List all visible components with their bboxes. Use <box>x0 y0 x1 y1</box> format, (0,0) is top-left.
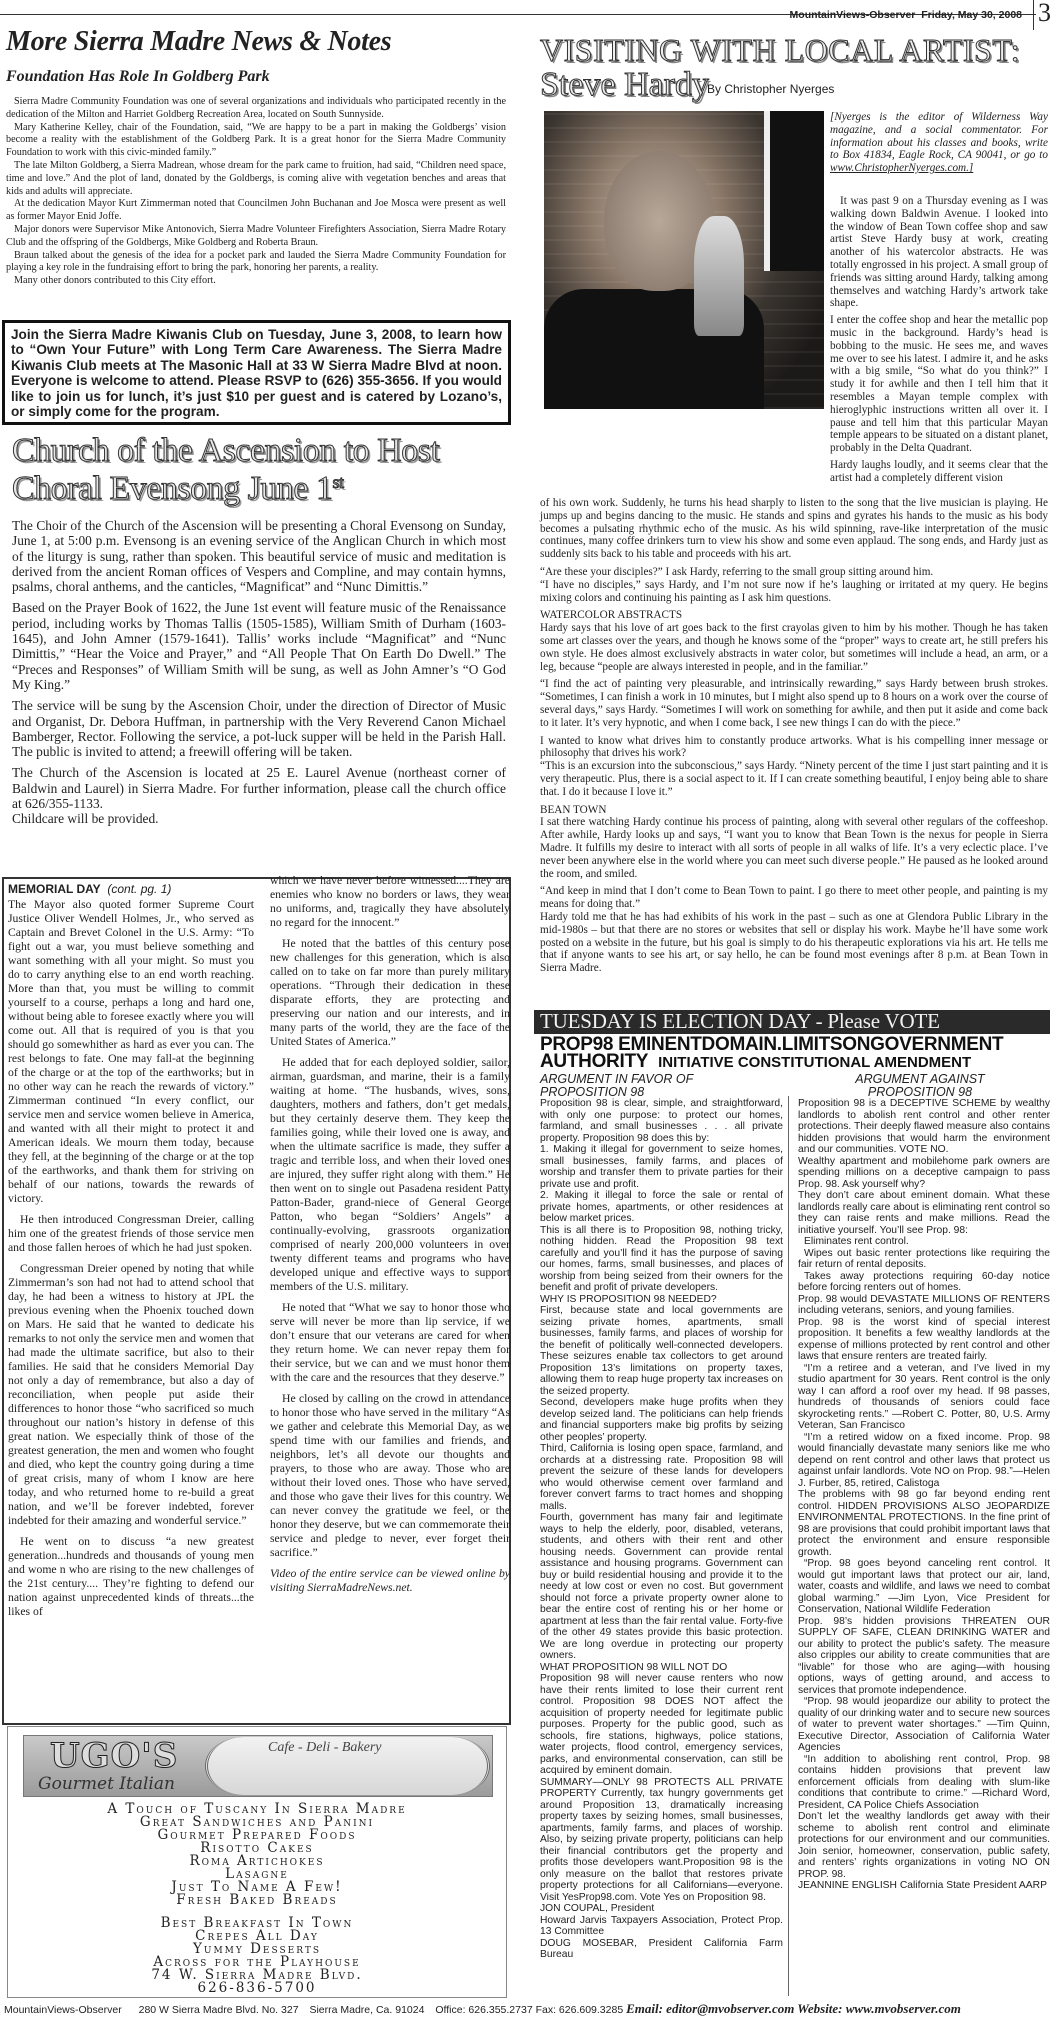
artist-subhead: WATERCOLOR ABSTRACTS <box>540 609 683 622</box>
artist-headline: VISITING WITH LOCAL ARTIST: <box>540 32 1021 68</box>
photo-sculpture <box>694 216 744 336</box>
footer-paper: MountainViews-Observer <box>4 2004 122 2016</box>
argument-against-quote: “I’m a retired widow on a fixed income. Prop. 98 would financially devastate many seniors like me who depend on rent control and other laws that protect us against unfair landlords. Vote NO on Prop. 98.”—Helen J. Furber, 85, retired, Calistoga <box>798 1431 1050 1489</box>
church-paragraph: Based on the Prayer Book of 1622, the June 1st event will feature music of the Renaissance period, including works by Thomas Tallis (1505-1585), William Smith of Durham (1603-1645), and John Amner (1579-1641). Tallis’ works include “Magnificat” and “Nunc Dimittis,” “Hear the Voice and Prayer,” and “All People That On Earth Do Dwell.” The “Preces and Responses” of William Smith will be sung, as well as John Amner’s “O God My King.” <box>12 600 506 692</box>
argument-for-paragraph: Second, developers make huge profits when they develop seized land. The politicians can help friends and financial supporters make big profits by seizing other peoples’ property. <box>540 1397 783 1443</box>
footer-website[interactable]: Website: www.mvobserver.com <box>797 2001 961 2016</box>
ad-line: Yummy Desserts <box>192 1941 322 1957</box>
artist-photo <box>544 111 824 409</box>
goldberg-paragraph: Sierra Madre Community Foundation was one of several organizations and individuals who participated recently in the dedication of the Milton and Harriet Goldberg Recreation Area, located on South Sunnyside. <box>6 96 506 120</box>
footer-city: Sierra Madre, Ca. 91024 <box>309 2004 425 2016</box>
argument-against-paragraph: Proposition 98 is a DECEPTIVE SCHEME by wealthy landlords to abolish rent control and other renter protections. Their deeply flawed measure also contains hidden provisions that would harm the environment and our communities. VOTE NO. <box>798 1098 1050 1155</box>
ad-line: Best Breakfast In Town <box>160 1915 354 1931</box>
church-headline-line2-text: Choral Evensong June 1 <box>12 470 333 507</box>
footer <box>4 2001 1054 2017</box>
argument-against-quote: “Prop. 98 would jeopardize our ability to protect the quality of our drinking water and to secure new sources of water to prevent water shortages.” —Tim Quinn, Executive Director, Association of California Water Agencies <box>798 1696 1050 1753</box>
argument-against-paragraph: Wealthy apartment and mobilehome park owners are spending millions on a deceptive campaign to pass Prop. 98. Ask yourself why? <box>798 1155 1050 1190</box>
memorial-video-note: Video of the entire service can be viewed online by visiting SierraMadreNews.net. <box>270 1567 510 1594</box>
memorial-paragraph: He noted that “What we say to honor those who serve will never be more than lip service, if we don’t ensure that our veterans are cared for when they return home. We can never repay them for their service, but we can and we must honor them with the care and the resources that they deserve.” <box>270 1301 510 1384</box>
church-paragraph: The service will be sung by the Ascension Choir, under the direction of Director of Music and Organist, Dr. Debora Huffman, in partnership with the Very Reverend Canon Michael Bamberger, Rector. Following the service, a pot-luck supper will be held in the Parish Hall. The public is invited to attend; a freewill offering will be taken. <box>12 698 506 760</box>
argument-column-divider <box>788 1096 789 1996</box>
artist-paragraph: I sat there watching Hardy continue his process of painting, along with several other regulars of the coffeeshop. After awhile, Hardy looks up and says, “I want you to know that Bean Town is the nexus for people in Sierra Madre. It fulfills my desire to interact with all sorts of people in all walks of life. It’s a very eclectic place. I’ve never been anywhere else in the world where you can meet such diverse people.” He paused as he looked around the room, and smiled. <box>540 816 1048 880</box>
artist-article-side <box>830 195 1048 489</box>
footer-email[interactable]: Email: editor@mvobserver.com <box>626 2001 795 2016</box>
author-website-link[interactable]: www.ChristopherNyerges.com.] <box>830 162 974 175</box>
memorial-column-1 <box>8 898 254 1626</box>
ad-line: 74 W. Sierra Madre Blvd. <box>151 1967 363 1983</box>
argument-for-paragraph: 2. Making it illegal to force the sale or rental of private homes, apartments, or other residences at below market prices. <box>540 1190 783 1224</box>
memorial-paragraph: The Mayor also quoted former Supreme Court Justice Oliver Wendell Holmes, Jr., who served as Captain and Brevet Colonel in the U.S. Army: “To fight out a war, you must believe something and want something with all your might. So must you do to carry anything else to an end worth reaching. More than that, you must be willing to commit yourself to a course, perhaps a long and hard one, without being able to foresee exactly where you will come out. All that is required of you is that you should go somewhither as hard as ever you can. The rest belongs to fate. One may fall-at the beginning of the charge or at the top of the earthworks; but in no other way can he reach the rewards of victory.” Zimmerman continued “In every conflict, our service men and service women believe in America, and wanted with all their might to protect it and American ideals. We mourn them today, because they fell, at the beginning of the charge or at the top of the earthworks, and thank them for striving on behalf of our nations, towards the rewards of victory. <box>8 898 254 1205</box>
ad-line: Just To Name A Few! <box>171 1879 343 1895</box>
argument-for-paragraph: Third, California is losing open space, farmland, and orchards at a distressing rate. Proposition 98 will prevent the seizure of these lands for developers who would otherwise cement over farmland and forever convert farms to tract homes and shopping malls. <box>540 1443 783 1512</box>
artist-paragraph: Hardy laughs loudly, and it seems clear that the artist had a completely different vision <box>830 458 1048 484</box>
byline: By Christopher Nyerges <box>707 82 835 96</box>
church-paragraph: The Church of the Ascension is located at 25 E. Laurel Avenue (northeast corner of Baldwin and Laurel) in Sierra Madre. For further information, please call the church office at 626/355-1133. <box>12 765 506 812</box>
artist-paragraph: of his own work. Suddenly, he turns his head sharply to listen to the song that the live musician is playing. He jumps up and begins dancing to the music. He stands and spins and gyrates his hands to the music as his body becomes a pulsating rhythmic echo of the music. As his wild spinning, rave-like interpretation of the music continues, many coffee drinkers turn to view his show and some even applaud. The song ends, and Hardy just as suddenly sits back to his table and proceeds with his art. <box>540 497 1048 561</box>
ad-line: Across for the Playhouse <box>153 1954 361 1970</box>
argument-against-column <box>798 1098 1050 1892</box>
memorial-paragraph: He went on to discuss “a new greatest generation...hundreds and thousands of young men and wome n who are rising to the new challenges of the 21st century.... They’re fighting to defend our nation against unprecedented kinds of threats...the likes of <box>8 1535 254 1618</box>
ad-line: A Touch of Tuscany In Sierra Madre <box>107 1801 407 1817</box>
argument-against-paragraph: Prop. 98 would DEVASTATE MILLIONS OF RENTERS including veterans, seniors, and young families. <box>798 1293 1050 1316</box>
memorial-day-heading <box>8 882 171 896</box>
argument-against-quote: “I’m a retiree and a veteran, and I’ve lived in my studio apartment for 30 years. Rent control is the only way I can afford a roof over my head. If 98 passes, hundreds of thousands of seniors could face skyrocketing rents.” —Robert C. Potter, 80, U.S. Army Veteran, San Francisco <box>798 1362 1050 1431</box>
argument-against-signatory: JEANNINE ENGLISH California State President AARP <box>798 1880 1047 1891</box>
memorial-day-title: MEMORIAL DAY <box>8 882 101 896</box>
memorial-paragraph: He closed by calling on the crowd in attendance to honor those who have served in the military “As we gather and celebrate this Memorial Day, as we spend time with our families and friends, and neighbors, let’s all devote our thoughts and prayers, to those who are away. Those who are without their loved ones. Those who have served, and those who gave their lives for this country. We can never convey the gratitude we feel, or the honor they deserve, but we can commemorate their service and pledge to never, ever forget their sacrifice.” <box>270 1392 510 1559</box>
goldberg-paragraph: Many other donors contributed to this City effort. <box>14 275 216 287</box>
goldberg-paragraph: At the dedication Mayor Kurt Zimmerman noted that Councilmen John Buchanan and Joe Mosca were present as well as former Mayor Enid Joffe. <box>6 198 506 223</box>
memorial-column-2 <box>270 874 510 1602</box>
argument-against-bullet: Wipes out basic renter protections like requiring the fair return of rental deposits. <box>798 1247 1050 1270</box>
goldberg-article <box>6 96 506 288</box>
masthead-paper: MountainViews-Observer <box>789 9 916 21</box>
artist-paragraph: “This is an excursion into the subconscious,” says Hardy. “Ninety percent of the time I just start painting and it is very therapeutic. Plus, there is a social aspect to it. If I can create something beautiful, I enjoy being able to share that. I do it because I love it.” <box>540 760 1048 798</box>
artist-paragraph: I enter the coffee shop and hear the metallic pop music in the background. Hardy’s head is bobbing to the music. He sees me, and waves me over to see his latest. I admire it, and he asks with a big smile, “So what do you think?” I study it for awhile and then I tell him that it resembles a Mayan temple complex with hieroglyphic instructions written all over it. I pause and tell him that this particular Mayan temple appears to be situated on a distant planet, probably in the Delta Quadrant. <box>830 314 1048 455</box>
artist-paragraph: Hardy says that his love of art goes back to the first crayolas given to him by his mother. Though he has taken some art classes over the years, and though he knows some of the “proper” ways to create art, he still prefers his own style. He does almost exclusively abstracts in water color, but sometimes will include a head, an arm, or a leg, because “people are always interested in people, and in the familiar.” <box>540 622 1048 673</box>
artist-subhead: BEAN TOWN <box>540 803 607 816</box>
argument-against-heading-line2: PROPOSITION 98 <box>867 1085 973 1099</box>
prop98-subtitle: INITIATIVE CONSTITUTIONAL AMENDMENT <box>658 1054 972 1071</box>
artist-paragraph: “Are these your disciples?” I ask Hardy, referring to the small group sitting around him. <box>540 565 934 578</box>
argument-against-paragraph: Prop. 98’s hidden provisions THREATEN OUR SUPPLY OF SAFE, CLEAN DRINKING WATER and our ability to protect the public’s safety. The measure also cripples our ability to create communities that are “livable” for those who are aging—with housing options, ways of getting around, and access to services that promote independence. <box>798 1615 1050 1696</box>
ad-line: Risotto Cakes <box>200 1840 314 1856</box>
church-headline-sup: st <box>332 472 344 492</box>
ad-phone: 626-836-5700 <box>197 1980 317 1996</box>
kiwanis-announcement-box <box>2 320 511 425</box>
church-paragraph: The Choir of the Church of the Ascension will be presenting a Choral Evensong on Sunday, June 1, at 5:00 p.m. Evensong is an evening service of the Anglican Church in which most of the liturgy is sung, rather than spoken. This beautiful service of music and meditation is derived from the ancient Roman offices of Vespers and Compline, and may contain hymns, psalms, choral anthems, and the canticles, “Magnificat” and “Nunc Dimittis.” <box>12 518 506 595</box>
church-headline <box>12 432 512 508</box>
argument-against-paragraph: The problems with 98 go far beyond ending rent control. HIDDEN PROVISIONS ALSO JEOPARDIZE ENVIRONMENTAL PROTECTIONS. In the fine print of 98 are provisions that could prohibit important laws that protect the environment and ensure responsible growth. <box>798 1489 1050 1558</box>
artist-paragraph: It was past 9 on a Thursday evening as I was walking down Baldwin Avenue. I looked into the window of Bean Town coffee shop and saw artist Steve Hardy busy at work, creating another of his watercolor abstracts. He was totally engrossed in his project. A small group of friends was sitting around Hardy, talking among themselves and watching Hardy’s artwork take shape. <box>830 195 1048 310</box>
argument-for-signatory: JON COUPAL, President <box>540 1903 655 1914</box>
argument-against-bullet: Eliminates rent control. <box>804 1236 909 1247</box>
argument-against-heading-line1: ARGUMENT AGAINST <box>855 1072 985 1086</box>
argument-for-paragraph: Proposition 98 is clear, simple, and straightforward, with only one purpose: to protect our homes, farmland, and small businesses . . . all private property. Proposition 98 does this by: <box>540 1098 783 1144</box>
goldberg-paragraph: Mary Katherine Kelley, chair of the Foundation, said, “We are happy to be a part in making the Goldbergs’ vision become a reality with the establishment of the Goldberg Park. It is a great honor for the Sierra Madre Community Foundation to work with this civic-minded family.” <box>6 121 506 159</box>
argument-for-subhead: WHY IS PROPOSITION 98 NEEDED? <box>540 1293 717 1305</box>
footer-fax: Fax: 626.609.3285 <box>535 2004 624 2016</box>
argument-for-paragraph: Proposition 98 will never cause renters who now have their rents limited to lose their current rent control. Proposition 98 DOES NOT affect the acquisition of property needed for legitimate public purposes. Property for the public good, such as schools, fire stations, highways, police stations, water projects, flood control, emergency services, parks, and environmental conservation, can still be acquired by eminent domain. <box>540 1673 783 1776</box>
church-article <box>12 518 506 833</box>
argument-for-paragraph: 1. Making it illegal for government to seize homes, small businesses, family farms, and places of worship and transfer them to private parties for their private use and profit. <box>540 1144 783 1190</box>
argument-against-heading <box>840 1073 1000 1099</box>
memorial-day-continued-note: (cont. pg. 1) <box>107 882 172 896</box>
argument-against-paragraph: Prop. 98 is the worst kind of special interest proposition. It benefits a few wealthy landlords at the expense of millions protected by rent control and other laws that ensure renters are treated fairly. <box>798 1316 1050 1362</box>
argument-for-heading <box>540 1073 693 1099</box>
artist-paragraph: “I have no disciples,” says Hardy, and I’m not sure now if he’s laughing or irritated at my query. He begins mixing colors and continuing his painting as I ask him questions. <box>540 578 1048 604</box>
page-number: 3 <box>1038 0 1051 27</box>
ad-tagline: Cafe - Deli - Bakery <box>268 1740 382 1755</box>
memorial-paragraph: He noted that the battles of this century pose new challenges for this generation, which is also called on to take on far more than purely military operations. “Through their dedication in these disparate efforts, they are protecting and preserving our nation and our interests, and in many parts of the world, they are the face of the United States of America.” <box>270 937 510 1048</box>
argument-for-heading-line1: ARGUMENT IN FAVOR OF <box>540 1072 694 1086</box>
argument-for-signatory: DOUG MOSEBAR, President California Farm Bureau <box>540 1937 783 1960</box>
argument-against-paragraph: Don’t let the wealthy landlords get away with their scheme to abolish rent control and eliminate protections for our environment and our communities. Join senior, homeowner, conservation, public safety, and renters’ rights organizations in voting NO ON PROP. 98. <box>798 1811 1050 1880</box>
footer-office-phone: Office: 626.355.2737 <box>435 2004 533 2016</box>
masthead <box>790 9 1022 21</box>
ad-line: Crepes All Day <box>195 1928 319 1944</box>
ad-line: Great Sandwiches and Panini <box>139 1814 375 1830</box>
artist-article-full <box>540 497 1048 980</box>
argument-against-quote: “Prop. 98 goes beyond canceling rent control. It would gut important laws that protect our air, land, water, coasts and wildlife, and laws we need to combat global warming.” —Jim Lyon, Vice President for Conservation, National Wildlife Federation <box>798 1558 1050 1615</box>
memorial-paragraph: He added that for each deployed soldier, sailor, airman, guardsman, and marine, their is a family waiting at home. “The husbands, wives, sons, daughters, mothers and fathers, don’t get medals, but they certainly deserve them. They keep the families going, while their loved one is away, and when the ultimate sacrifice is made, they suffer a tragic and terrible loss, and when their loved ones are injured, they suffer right along with them.” He then went on to single out Pasadena resident Patty Patton-Bader, grand-niece of General George Patton, who began “Soldiers’ Angels” a continually-evolving, grassroots organization comprised of nearly 200,000 volunteers in over twenty different teams and programs who have developed unique and effective ways to support members of the U.S. military. <box>270 1056 510 1293</box>
ad-line: Fresh Baked Breads <box>176 1892 338 1908</box>
page-number-divider <box>1033 0 1034 30</box>
memorial-paragraph: which we have never before witnessed....They are enemies who know no borders or laws, they wear no uniforms, and, tragically they have absolutely no regard for the innocent.” <box>270 874 510 929</box>
goldberg-paragraph: Major donors were Supervisor Mike Antonovich, Sierra Madre Volunteer Firefighters Association, Sierra Madre Rotary Club and the offspring of the Goldbergs, Mike Goldberg and Roberta Braun. <box>6 223 506 248</box>
artist-name-headline: Steve Hardy <box>540 66 710 103</box>
author-bio-text: [Nyerges is the editor of Wilderness Way magazine, and a social commentator. For information about his classes and books, write to Box 41834, Eagle Rock, CA 90041, or go to <box>830 111 1048 162</box>
church-paragraph: Childcare will be provided. <box>12 811 159 827</box>
church-headline-line2 <box>12 470 512 508</box>
ad-logo: UGO'S <box>50 1736 179 1776</box>
argument-for-column <box>540 1098 783 1961</box>
argument-for-paragraph: SUMMARY—ONLY 98 PROTECTS ALL PRIVATE PROPERTY Currently, tax hungry governments get around Proposition 13, dramatically increasing property taxes by seizing homes, small businesses, apartments, family farms, and places of worship. Also, by seizing private property, politicians can help their financial contributors get the property and profits those developers want.Proposition 98 is the only measure on the ballot that restores private property protections for all Californians—everyone. Visit YesProp98.com. Vote Yes on Proposition 98. <box>540 1776 783 1903</box>
footer-address: 280 W Sierra Madre Blvd. No. 327 <box>138 2004 299 2016</box>
author-bio-note <box>830 111 1048 175</box>
artist-paragraph: “And keep in mind that I don’t come to Bean Town to paint. I go there to meet other people, and painting is my means for doing that.” <box>540 885 1048 911</box>
argument-for-paragraph: Fourth, government has many fair and legitimate ways to help the elderly, poor, disabled, veterans, students, and others with their rent and other housing needs. Government can provide rental assistance and housing programs. Government can buy or build residential housing and provide it to the needy at low cost or even no cost. But government should not force a private property owner alone to bear the entire cost of renting his or her home or apartment at less than the fair rental value. Forty-five of the other 49 states provide this basic protection. We are long overdue in protecting our property owners. <box>540 1512 783 1661</box>
memorial-paragraph: He then introduced Congressman Dreier, calling him one of the greatest friends of those service men and those fallen heroes of which he had just spoken. <box>8 1213 254 1254</box>
goldberg-paragraph: The late Milton Goldberg, a Sierra Madrean, whose dream for the park came to fruition, had said, “Children need space, time and love.” And the plot of land, donated by the Goldbergs, is coming alive with vegetation benches and areas that kids and adults will appreciate. <box>6 159 506 197</box>
prop98-title: PROP98 EMINENTDOMAIN.LIMITSONGOVERNMENT AUTHORITY <box>540 1034 1004 1072</box>
ad-line: Gourmet Prepared Foods <box>157 1827 357 1843</box>
argument-for-heading-line2: PROPOSITION 98 <box>540 1085 645 1099</box>
photo-window <box>764 111 824 271</box>
argument-for-paragraph: First, because state and local governments are seizing private homes, apartments, small businesses, family farms, and places of worship for the benefit of politically well-connected developers. These seizures enable tax collectors to get around Proposition 13’s limitations on property taxes, allowing them to reap huge property tax increases on the seized property. <box>540 1305 783 1397</box>
argument-for-paragraph: This is all there is to Proposition 98, nothing tricky, nothing hidden. Read the Proposition 98 text carefully and you’ll find it has the purpose of saving our homes, farms, small businesses, and places of worship from being seized from their owners for the benefit and profit of private developers. <box>540 1224 783 1293</box>
artist-paragraph: “I find the act of painting very pleasurable, and intrinsically rewarding,” says Hardy between brush strokes. “Sometimes, I can finish a work in 10 minutes, but I might also spend up to 8 hours on a work over the course of several days,” says Hardy. “Sometimes I will work on something for awhile, and then put it aside and come back to it later. It’s very hypnotic, and when I come back, I see new things I can do with the piece.” <box>540 678 1048 729</box>
election-banner-text: TUESDAY IS ELECTION DAY - Please VOTE <box>540 1009 940 1033</box>
argument-against-bullet: Takes away protections requiring 60-day notice before forcing renters out of homes. <box>798 1270 1050 1293</box>
section-title: More Sierra Madre News & Notes <box>6 26 392 57</box>
ad-line: Roma Artichokes <box>189 1853 325 1869</box>
church-headline-line1: Church of the Ascension to Host <box>12 432 440 469</box>
goldberg-paragraph: Braun talked about the genesis of the idea for a pocket park and lauded the Sierra Madre Community Foundation for playing a key role in the fundraising effort to bring the park, honoring her parents, a reality. <box>6 249 506 274</box>
masthead-date: Friday, May 30, 2008 <box>921 9 1022 21</box>
goldberg-headline: Foundation Has Role In Goldberg Park <box>6 68 270 85</box>
ad-logo-subtitle: Gourmet Italian <box>38 1774 175 1794</box>
artist-paragraph: Hardy told me that he has had exhibits of his work in the past – such as one at Glendora Public Library in the mid-1980s – but that there are no stores or websites that sell or display his work. Maybe he’ll have some work posted on a website in the future, but his goal is simply to do his therapeutic explorations via his art. He tells me that if anyone wants to see his art, or say hello, he can be found most evenings after 8 p.m. at Bean Town in Sierra Madre. <box>540 910 1048 975</box>
argument-for-signatory: Howard Jarvis Taxpayers Association, Protect Prop. 13 Committee <box>540 1914 783 1937</box>
kiwanis-text: Join the Sierra Madre Kiwanis Club on Tuesday, June 3, 2008, to learn how to “Own Your Future” with Long Term Care Awareness. The Sierra Madre Kiwanis Club meets at The Masonic Hall at 33 W Sierra Madre Blvd at noon. Everyone is welcome to attend. Please RSVP to (626) 355-3656. If you would like to join us for lunch, it’s just $10 per guest and is catered by Lozano’s, or simply come for the program. <box>11 327 502 420</box>
argument-against-paragraph: They don’t care about eminent domain. What these landlords really care about is eliminating rent control so they can raise rents and make millions. Read the initiative yourself. You’ll see Prop. 98: <box>798 1190 1050 1236</box>
argument-against-quote: “In addition to abolishing rent control, Prop. 98 contains hidden provisions that prevent law enforcement officials from dealing with slum-like conditions that contribute to crime.” —Richard Word, President, CA Police Chiefs Association <box>798 1753 1050 1811</box>
prop98-headline <box>540 1036 1052 1071</box>
memorial-paragraph: Congressman Dreier opened by noting that while Zimmerman’s son had not had to attend school that day, he had been a witness to history at JPL the previous evening when the Phoenix touched down on Mars. He said that he wanted to dedicate his remarks to not only the service men and women that had made the ultimate sacrifice, but also to their families. He said that he considers Memorial Day not only a day of remembrance, but also a day of reconciliation, when people put aside their differences to honor those “who sacrificed so much throughout our nation’s history in defense of this great nation. We especially think of those of the greatest generation, the men and women who fought and died, who kept the country going during a time of great crisis, many of whom I know are here today, and who returned home to re-build a great nation, and we’ll be forever indebted, forever indebted for their amazing and wonderful service.” <box>8 1262 254 1527</box>
argument-for-subhead: WHAT PROPOSITION 98 WILL NOT DO <box>540 1661 728 1673</box>
ad-line: Lasagne <box>225 1866 289 1882</box>
artist-paragraph: I wanted to know what drives him to constantly produce artworks. What is his compelling inner message or philosophy that drives his work? <box>540 734 1048 760</box>
ad-copy <box>7 1803 507 1995</box>
